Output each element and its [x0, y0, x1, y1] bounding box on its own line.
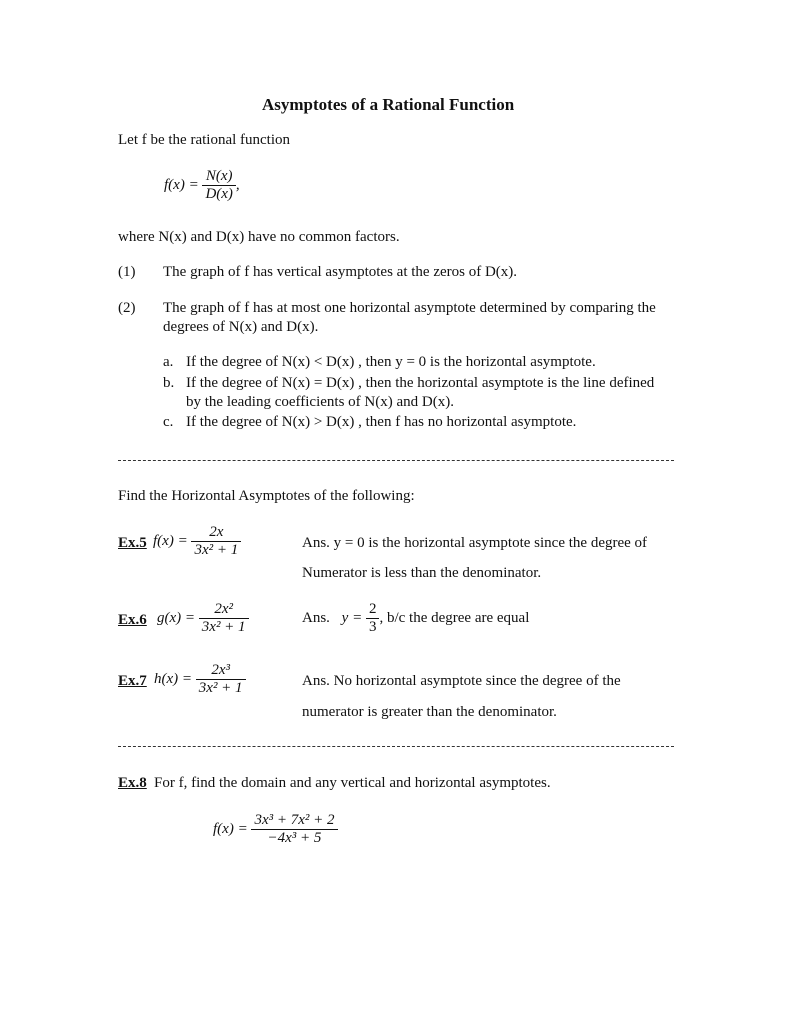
definition-denominator: D(x): [202, 185, 235, 203]
example-5-formula: [153, 524, 241, 559]
rule-1-text: The graph of f has vertical asymptotes at the zeros of D(x).: [163, 264, 518, 280]
rule-2-text-line2: degrees of N(x) and D(x).: [163, 319, 319, 335]
example-7-numerator: 2x³: [211, 662, 230, 678]
divider-2: [118, 746, 674, 747]
example-5-label: Ex.5: [118, 535, 147, 551]
example-5-denominator: 3x² + 1: [191, 541, 241, 559]
example-8-prompt: For f, find the domain and any vertical and horizontal asymptotes.: [154, 775, 551, 791]
example-6-answer-y: y =: [341, 610, 363, 626]
example-6-answer-prefix: Ans.: [302, 610, 330, 626]
example-6-denominator: 3x² + 1: [199, 618, 249, 636]
subrule-a-text: If the degree of N(x) < D(x) , then y = 0 is the horizontal asymptote.: [186, 354, 596, 370]
definition-lhs: f(x) =: [164, 177, 199, 193]
section-heading: Find the Horizontal Asymptotes of the following:: [118, 488, 415, 504]
subrule-a-letter: a.: [163, 354, 174, 370]
example-5-answer-line1: Ans. y = 0 is the horizontal asymptote since the degree of: [302, 535, 648, 551]
example-6-answer-numerator: 2: [368, 601, 377, 617]
example-7-answer-line2: numerator is greater than the denominator.: [302, 704, 557, 720]
subrule-b-text-line2: by the leading coefficients of N(x) and D(x).: [186, 394, 454, 410]
example-6-answer: [302, 601, 529, 636]
page-title: Asymptotes of a Rational Function: [262, 95, 515, 114]
example-7-label: Ex.7: [118, 673, 147, 689]
example-8-formula: [213, 812, 338, 847]
example-7-lhs: h(x) =: [154, 671, 193, 687]
example-5-answer-line2: Numerator is less than the denominator.: [302, 565, 542, 581]
subrule-b-letter: b.: [163, 375, 175, 391]
rule-1-number: (1): [118, 264, 136, 280]
subrule-c-letter: c.: [163, 414, 174, 430]
definition-fraction: [202, 168, 235, 203]
example-6-answer-suffix: , b/c the degree are equal: [379, 610, 530, 626]
definition-comma: ,: [235, 177, 240, 193]
example-7-answer-line1: Ans. No horizontal asymptote since the degree of the: [302, 673, 621, 689]
subrule-c-text: If the degree of N(x) > D(x) , then f has no horizontal asymptote.: [186, 414, 577, 430]
example-5-fraction: [191, 524, 241, 559]
rule-2-number: (2): [118, 300, 136, 316]
example-8-lhs: f(x) =: [213, 821, 248, 837]
intro-text: Let f be the rational function: [118, 132, 291, 148]
example-6-answer-denominator: 3: [366, 618, 380, 636]
example-6-fraction: [199, 601, 249, 636]
example-5-numerator: 2x: [209, 524, 224, 540]
subrule-b-text-line1: If the degree of N(x) = D(x) , then the horizontal asymptote is the line defined: [186, 375, 655, 391]
example-6-lhs: g(x) =: [157, 610, 196, 626]
example-5-lhs: f(x) =: [153, 533, 188, 549]
definition-formula: [164, 168, 240, 203]
example-7-fraction: [196, 662, 246, 697]
example-6-numerator: 2x²: [214, 601, 233, 617]
example-6-label: Ex.6: [118, 612, 147, 628]
definition-numerator: N(x): [205, 168, 233, 184]
example-8-denominator: −4x³ + 5: [251, 829, 337, 847]
example-7-denominator: 3x² + 1: [196, 679, 246, 697]
example-6-answer-fraction: [366, 601, 380, 636]
divider-1: [118, 460, 674, 461]
where-text: where N(x) and D(x) have no common factors.: [118, 229, 400, 245]
example-6-formula: [157, 601, 249, 636]
rule-2-text-line1: The graph of f has at most one horizontal asymptote determined by comparing the: [163, 300, 656, 316]
example-7-formula: [154, 662, 246, 697]
example-8-numerator: 3x³ + 7x² + 2: [254, 812, 335, 828]
example-8-fraction: [251, 812, 337, 847]
example-8-label: Ex.8: [118, 775, 147, 791]
